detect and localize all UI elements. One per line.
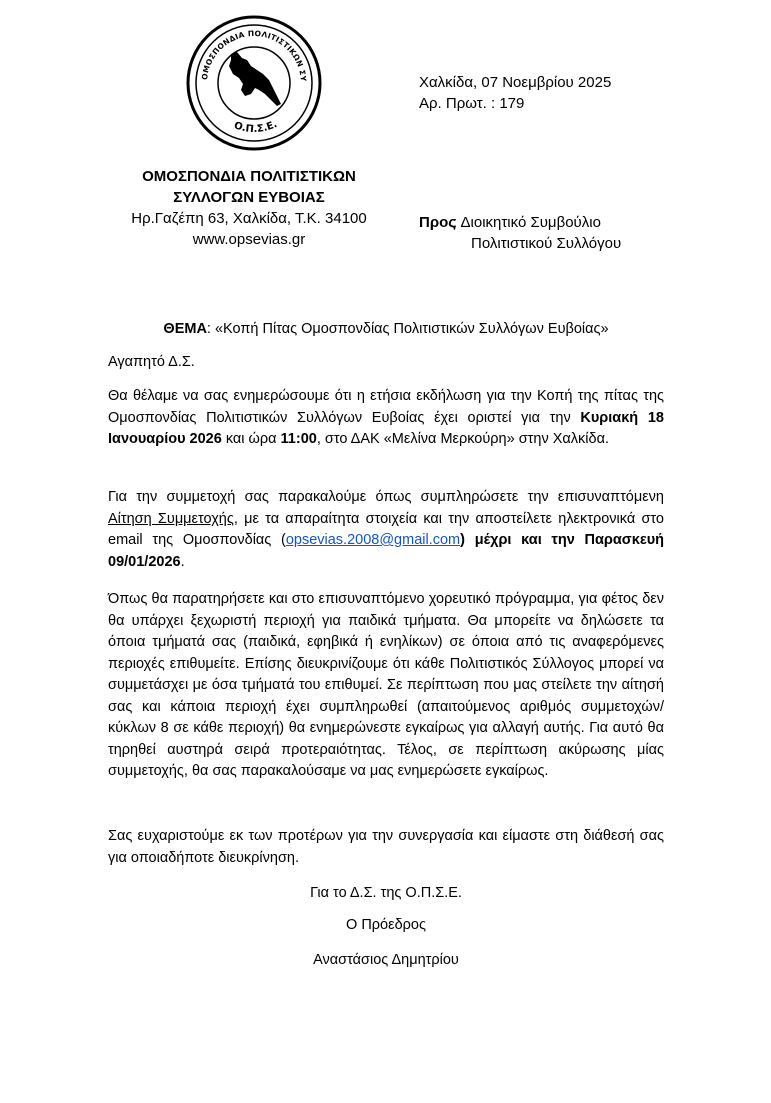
- protocol-line: Αρ. Πρωτ. : 179: [419, 95, 525, 112]
- signature-name: Αναστάσιος Δημητρίου: [313, 952, 459, 968]
- deadline: μέχρι και την Παρασκευή 09/01/2026: [108, 532, 664, 570]
- recipient-line2: Πολιτιστικού Συλλόγου: [471, 235, 622, 252]
- paragraph-program: Όπως θα παρατηρήσετε και στο επισυναπτόμενο χορευτικό πρόγραμμα, για φέτος δεν θα υπάρχει ξεχωριστή περιοχή για παιδικά τμήματα. Θα μπορείτε να δηλώσετε τα όποια τμήματά σας (παιδικά, εφηβικά ή ενηλίκων) σε όποια από τις αναφερόμενες περιοχές επιθυμείτε. Επίσης διευκρινίζουμε ότι κάθε Πολιτιστικός Σύλλογος μπορεί να συμμετάσχει με όσα τμήματά του επιθυμεί. Σε περίπτωση που μας στείλετε την αίτησή σας και κάποια περιοχή έχει συμπληρωθεί (απαιτούμενος αριθμός συμμετοχών/κύκλων 8 σε κάθε περιοχή) θα ενημερώνεστε εγκαίρως για αλλαγή αυτής. Για αυτό θα τηρηθεί αυστηρά σειρά προτεραιότητας. Τέλος, σε περίπτωση ακύρωσης μίας συμμετοχής, θα σας παρακαλούσαμε να μας ενημερώσετε εγκαίρως.: [108, 591, 664, 779]
- org-address: Ηρ.Γαζέπη 63, Χαλκίδα, Τ.Κ. 34100: [131, 210, 367, 227]
- p1-text-c: , στο ΔΑΚ «Μελίνα Μερκούρη» στην Χαλκίδα.: [316, 431, 609, 447]
- p2-text-b: , με τα απαραίτητα στοιχεία και την αποστείλετε ηλεκτρονικά στο email της Ομοσπονδίας (: [108, 510, 664, 548]
- signature-line1: Για το Δ.Σ. της Ο.Π.Σ.Ε.: [310, 885, 462, 901]
- recipient-label: Προς: [419, 214, 457, 231]
- recipient-block: [419, 212, 622, 252]
- recipient-line1: : Διοικητικό Συμβούλιο: [453, 214, 601, 231]
- p1-text-b: και ώρα: [221, 431, 281, 447]
- date-line: Χαλκίδα, 07 Νοεμβρίου 2025: [419, 74, 612, 91]
- organization-logo: [185, 14, 323, 152]
- p2-text-c: ): [460, 532, 465, 548]
- paragraph-event: [108, 386, 664, 451]
- logo-seal-graphic: [185, 14, 323, 152]
- subject-text: : «Κοπή Πίτας Ομοσπονδίας Πολιτιστικών Συλλόγων Ευβοίας»: [206, 321, 609, 337]
- logo-ring-text: ΟΜΟΣΠΟΝΔΙΑ ΠΟΛΙΤΙΣΤΙΚΩΝ ΣΥ: [200, 28, 309, 82]
- signature-line2: Ο Πρόεδρος: [346, 917, 426, 933]
- email-link[interactable]: opsevias.2008@gmail.com: [285, 532, 461, 548]
- p2-text-d: .: [180, 553, 185, 570]
- p2-text-a: Για την συμμετοχή σας παρακαλούμε όπως συμπληρώσετε την επισυναπτόμενη: [108, 489, 664, 505]
- date-protocol-block: [419, 72, 611, 114]
- org-name-line1: ΟΜΟΣΠΟΝΔΙΑ ΠΟΛΙΤΙΣΤΙΚΩΝ: [142, 168, 356, 185]
- event-date: Κυριακή 18 Ιανουαρίου 2026: [108, 409, 664, 447]
- org-name-line2: ΣΥΛΛΟΓΩΝ ΕΥΒΟΙΑΣ: [173, 189, 325, 206]
- paragraph-participation: [108, 487, 664, 573]
- p1-text-a: Θα θέλαμε να σας ενημερώσουμε ότι η ετήσια εκδήλωση για την Κοπή της πίτας της Ομοσπονδίας Πολιτιστικών Συλλόγων Ευβοίας έχει οριστεί για την: [108, 388, 664, 426]
- paragraph-thanks: Σας ευχαριστούμε εκ των προτέρων για την συνεργασία και είμαστε στη διάθεσή σας για οποιαδήποτε διευκρίνηση.: [108, 828, 664, 866]
- subject-line: [108, 321, 664, 337]
- event-time: 11:00: [280, 431, 317, 447]
- logo-bottom-text: Ο.Π.Σ.Ε.: [232, 118, 280, 136]
- application-form-link[interactable]: Αίτηση Συμμετοχής: [108, 510, 234, 527]
- organization-info: [95, 166, 403, 250]
- greeting: Αγαπητό Δ.Σ.: [108, 354, 195, 370]
- subject-label: ΘΕΜΑ: [163, 321, 207, 337]
- org-website: www.opsevias.gr: [192, 231, 306, 248]
